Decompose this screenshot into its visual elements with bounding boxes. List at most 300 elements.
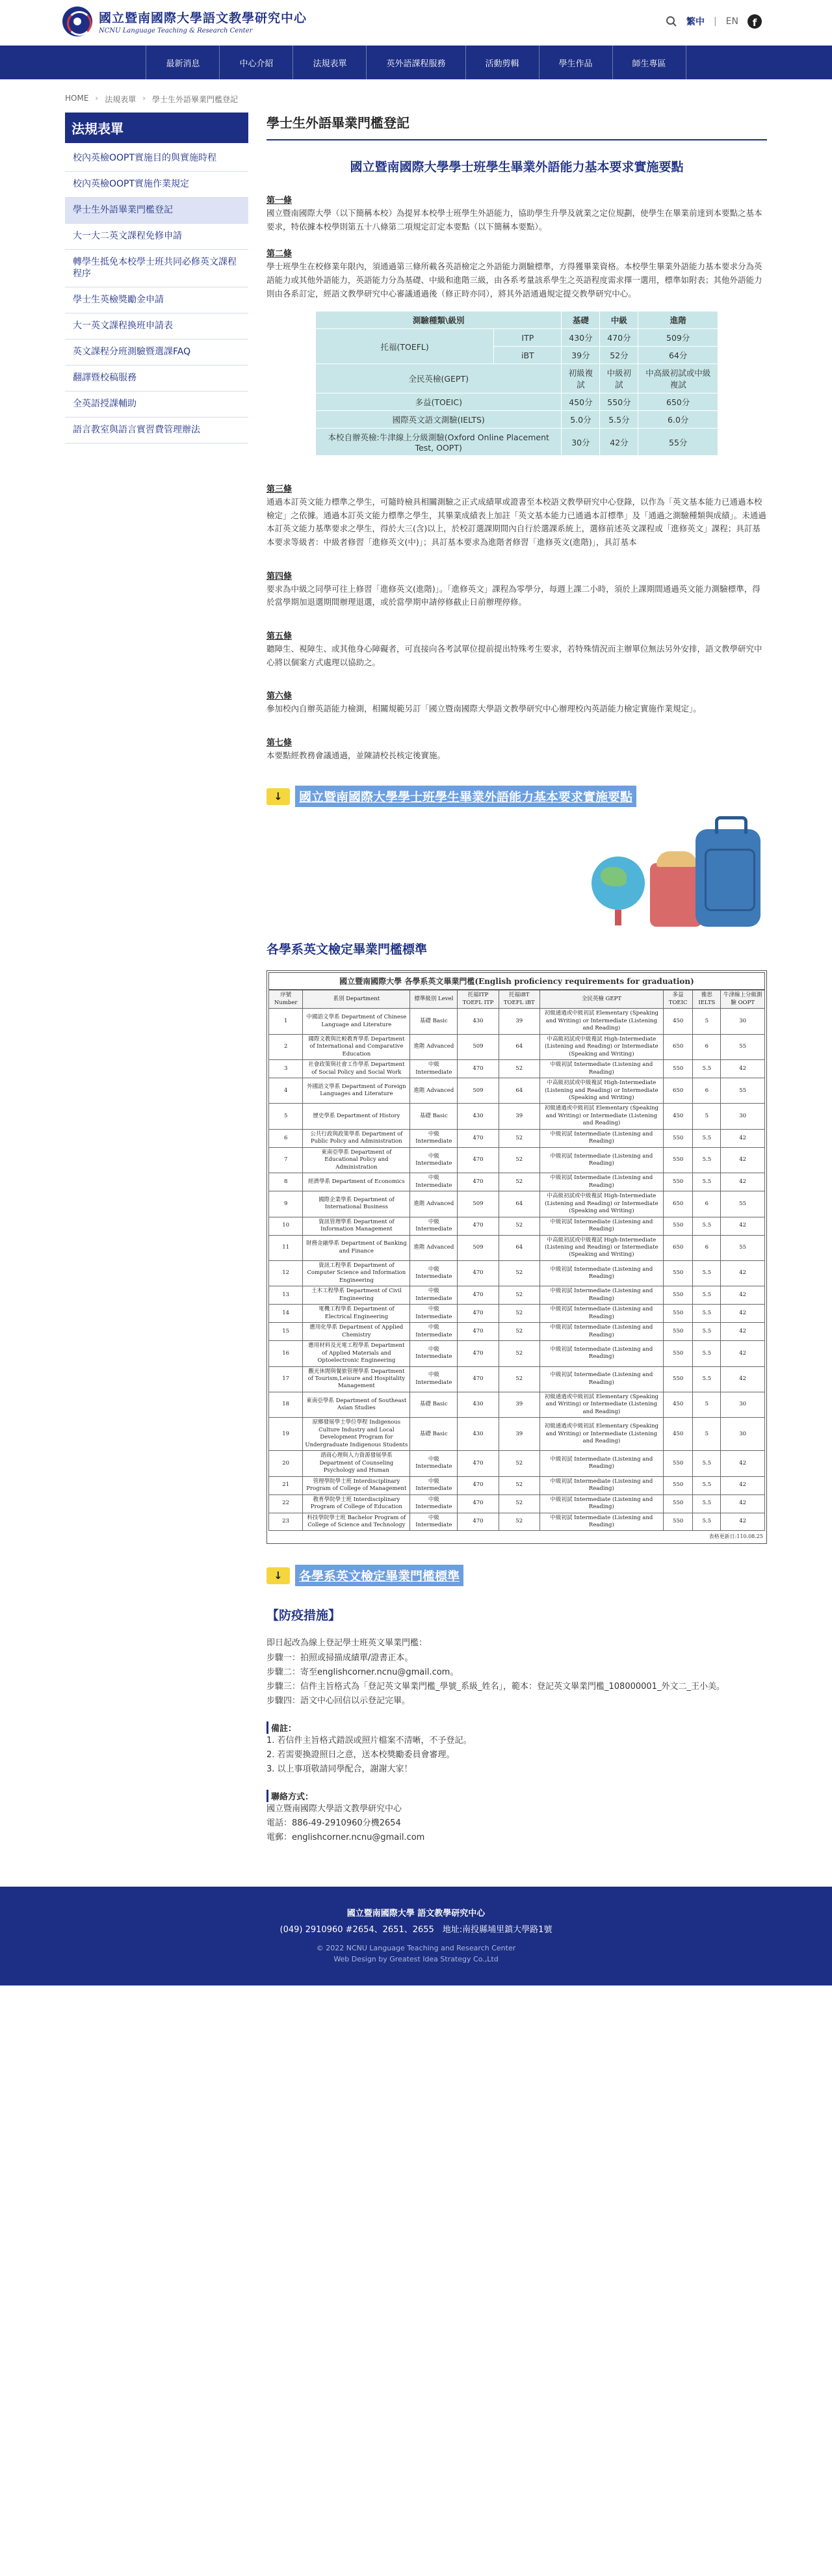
level-cell: 中級 Intermediate [410,1217,458,1235]
table-row [269,1366,765,1392]
article-heading: 第六條 [266,691,292,702]
toefl-itp-cell: 470 [458,1129,499,1147]
ielts-cell: 5.5 [693,1476,721,1494]
sidebar-item-lab-fee[interactable]: 語言教室與語言實習費管理辦法 [65,418,248,444]
gept-cell: 中級初試 Intermediate (Listening and Reading) [540,1451,663,1476]
toeic-cell: 550 [663,1217,693,1235]
contact-heading: 聯絡方式： [266,1790,767,1802]
gept-cell: 中級初試 Intermediate (Listening and Reading) [540,1260,663,1286]
ielts-cell: 5.5 [693,1494,721,1513]
table-row [316,329,718,347]
toefl-ibt-cell: 39 [499,1009,540,1034]
row-number-cell: 17 [269,1366,303,1392]
article-heading: 第三條 [266,485,292,495]
toefl-itp-cell: 470 [458,1476,499,1494]
level-cell: 進階 Advanced [410,1034,458,1059]
department-name-cell: 資訊管理學系 Department of Information Management [303,1217,410,1235]
row-number-cell: 7 [269,1147,303,1173]
note-line: 3. 以上事項敬請同學配合，謝謝大家！ [266,1764,413,1775]
toefl-ibt-cell: 52 [499,1060,540,1078]
toeic-cell: 650 [663,1191,693,1217]
table-header: 托福ITP TOEFL ITP [458,990,499,1009]
toefl-ibt-cell: 52 [499,1513,540,1531]
table-header: 雅思 IELTS [693,990,721,1009]
level-cell: 中級 Intermediate [410,1366,458,1392]
ielts-cell: 5.5 [693,1323,721,1341]
article-body: 聽障生、視障生、或其他身心障礙者，可直接向各考試單位提前提出特殊考生要求，若特殊情況而主辦單位無法另外安排，語文教學研究中心將以個案方式處理以協助之。 [266,643,762,667]
nav-about[interactable]: 中心介紹 [220,46,293,79]
row-number-cell: 12 [269,1260,303,1286]
row-number-cell: 6 [269,1129,303,1147]
toeic-cell: 450 [663,1009,693,1034]
oopt-cell: 42 [721,1217,765,1235]
level-cell: 中級 Intermediate [410,1323,458,1341]
department-table-caption: 國立暨南國際大學 各學系英文畢業門檻(English proficiency requirements for graduation) [268,972,765,990]
nav-student-works[interactable]: 學生作品 [540,46,613,79]
row-number-cell: 18 [269,1392,303,1417]
department-name-cell: 科技學院學士班 Bachelor Program of College of Science and Technology [303,1513,410,1531]
table-row [269,1418,765,1451]
department-name-cell: 土木工程學系 Department of Civil Engineering [303,1286,410,1305]
lang-en-link[interactable]: EN [725,16,738,27]
table-cell: 30分 [562,429,600,456]
table-row [269,1494,765,1513]
table-cell: 多益(TOEIC) [316,393,562,411]
article-heading: 第四條 [266,571,292,581]
toefl-ibt-cell: 52 [499,1476,540,1494]
toeic-cell: 550 [663,1147,693,1173]
table-row [269,1323,765,1341]
toefl-itp-cell: 430 [458,1418,499,1451]
table-cell: ITP [494,329,562,347]
ielts-cell: 5 [693,1009,721,1034]
table-row [269,1191,765,1217]
level-cell: 中級 Intermediate [410,1305,458,1323]
toefl-ibt-cell: 64 [499,1034,540,1059]
level-cell: 基礎 Basic [410,1418,458,1451]
site-header [0,0,832,46]
breadcrumb-regulations[interactable]: 法規表單 [105,95,136,104]
nav-faculty-students[interactable]: 師生專區 [613,46,686,79]
sidebar-item-graduation-threshold[interactable]: 學士生外語畢業門檻登記 [65,198,248,224]
sidebar-item-oopt-purpose[interactable]: 校內英檢OOPT實施目的與實施時程 [65,146,248,172]
table-cell: 5.0分 [562,411,600,429]
toeic-cell: 550 [663,1305,693,1323]
nav-activities[interactable]: 活動剪輯 [466,46,540,79]
toeic-cell: 550 [663,1513,693,1531]
level-cell: 進階 Advanced [410,1191,458,1217]
table-row [269,1078,765,1104]
toefl-itp-cell: 470 [458,1286,499,1305]
sidebar-item-course-exemption[interactable]: 大一大二英文課程免修申請 [65,224,248,250]
lang-zh-link[interactable]: 繁中 [686,17,705,27]
row-number-cell: 23 [269,1513,303,1531]
oopt-cell: 42 [721,1286,765,1305]
table-header: 托福iBT TOEFL iBT [499,990,540,1009]
oopt-cell: 42 [721,1305,765,1323]
toeic-cell: 650 [663,1034,693,1059]
row-number-cell: 22 [269,1494,303,1513]
toefl-itp-cell: 470 [458,1060,499,1078]
toeic-cell: 550 [663,1060,693,1078]
table-row [269,1260,765,1286]
article-body: 國立暨南國際大學（以下簡稱本校）為提昇本校學士班學生外語能力，協助學生升學及就業之定位規劃，使學生在畢業前達到本要點之基本要求，特依據本校學則第五十八條第二項規定訂定本要點（以下簡稱本要點）。 [266,208,762,232]
level-cell: 進階 Advanced [410,1078,458,1104]
note-line: 2. 若需要換證照日之意，送本校獎勵委員會審理。 [266,1750,455,1760]
ielts-cell: 6 [693,1235,721,1260]
oopt-cell: 42 [721,1366,765,1392]
table-row [269,1286,765,1305]
gept-cell: 初級通過或中級初試 Elementary (Speaking and Writing) or Intermediate (Listening and Reading) [540,1392,663,1417]
toefl-ibt-cell: 52 [499,1366,540,1392]
gept-cell: 中級初試 Intermediate (Listening and Reading) [540,1513,663,1531]
gept-cell: 中級初試 Intermediate (Listening and Reading) [540,1494,663,1513]
toefl-itp-cell: 470 [458,1305,499,1323]
table-row [269,1147,765,1173]
level-cell: 中級 Intermediate [410,1173,458,1191]
main-content [266,113,767,1845]
covid-line: 步驟四：語文中心回信以示登記完畢。 [266,1695,411,1706]
department-name-cell: 東南亞學系 Department of Southeast Asian Studies [303,1392,410,1417]
table-row [269,1034,765,1059]
department-name-cell: 應用化學系 Department of Applied Chemistry [303,1323,410,1341]
toefl-ibt-cell: 52 [499,1173,540,1191]
footer-copyright: © 2022 NCNU Language Teaching and Research Center [316,1944,516,1953]
table-header: 序號 Number [269,990,303,1009]
row-number-cell: 5 [269,1104,303,1129]
gept-cell: 中級初試 Intermediate (Listening and Reading) [540,1286,663,1305]
toeic-cell: 550 [663,1366,693,1392]
department-name-cell: 國際文教與比較教育學系 Department of International and Comparative Education [303,1034,410,1059]
oopt-cell: 30 [721,1418,765,1451]
table-cell: 52分 [600,347,638,364]
article-body: 本要點經教務會議通過，並陳請校長核定後實施。 [266,750,446,760]
sidebar-item-placement-faq[interactable]: 英文課程分班測驗暨選課FAQ [65,339,248,365]
article-heading: 第七條 [266,737,292,748]
row-number-cell: 9 [269,1191,303,1217]
gept-cell: 中級初試 Intermediate (Listening and Reading) [540,1147,663,1173]
footer-org: 國立暨南國際大學 語文教學研究中心 [346,1909,486,1919]
requirement-table [315,311,718,456]
toefl-itp-cell: 509 [458,1034,499,1059]
article-heading: 第五條 [266,631,292,641]
article-body: 要求為中級之同學可往上修習「進修英文(進階)」。「進修英文」課程為零學分，每週上課二小時，須於上課期間通過英文能力測驗標準，得於當學期加退選期間辦理退選，或於當學期申請停修截止日前辦理停修。 [266,583,760,607]
suitcase-icon [650,863,702,927]
gept-cell: 初級通過或中級初試 Elementary (Speaking and Writing) or Intermediate (Listening and Reading) [540,1009,663,1034]
toefl-itp-cell: 509 [458,1078,499,1104]
toefl-ibt-cell: 52 [499,1451,540,1476]
toefl-ibt-cell: 52 [499,1286,540,1305]
table-row [269,1451,765,1476]
table-row [269,1513,765,1531]
article-5 [266,629,767,669]
table-cell: 39分 [562,347,600,364]
ielts-cell: 5.5 [693,1060,721,1078]
toefl-itp-cell: 470 [458,1494,499,1513]
row-number-cell: 4 [269,1078,303,1104]
level-cell: 中級 Intermediate [410,1494,458,1513]
download-dept-standards-link[interactable] [266,1565,767,1586]
department-name-cell: 國際企業學系 Department of International Business [303,1191,410,1217]
table-cell: 全民英檢(GEPT) [316,364,562,393]
article-body: 參加校內自辦英語能力檢測，相關規範另訂「國立暨南國際大學語文教學研究中心辦理校內英語能力檢定實施作業規定」。 [266,704,701,714]
department-name-cell: 經濟學系 Department of Economics [303,1173,410,1191]
toeic-cell: 550 [663,1451,693,1476]
toefl-ibt-cell: 64 [499,1191,540,1217]
footer-address: (049) 2910960 #2654、2651、2655 地址:南投縣埔里鎮大學路1號 [280,1925,552,1935]
toeic-cell: 550 [663,1173,693,1191]
ielts-cell: 5 [693,1418,721,1451]
ielts-cell: 5.5 [693,1147,721,1173]
search-icon[interactable] [666,16,677,27]
table-cell: 6.0分 [638,411,718,429]
logo-subtitle: NCNU Language Teaching & Research Center [99,27,253,34]
oopt-cell: 42 [721,1173,765,1191]
toefl-itp-cell: 470 [458,1260,499,1286]
level-cell: 基礎 Basic [410,1009,458,1034]
department-name-cell: 公共行政與政策學系 Department of Public Policy and Administration [303,1129,410,1147]
table-cell: 初級複試 [562,364,600,393]
level-cell: 中級 Intermediate [410,1147,458,1173]
toefl-ibt-cell: 52 [499,1129,540,1147]
gept-cell: 中級初試 Intermediate (Listening and Reading) [540,1341,663,1366]
table-cell: 中級初試 [600,364,638,393]
table-cell: 5.5分 [600,411,638,429]
department-section-title: 各學系英文檢定畢業門檻標準 [266,942,428,957]
row-number-cell: 3 [269,1060,303,1078]
department-name-cell: 觀光休閒與餐旅管理學系 Department of Tourism,Leisure and Hospitality Management [303,1366,410,1392]
download-regulation-label: 國立暨南國際大學學士班學生畢業外語能力基本要求實施要點 [295,786,636,807]
university-logo-icon [62,7,92,36]
row-number-cell: 2 [269,1034,303,1059]
notes-heading: 備註： [266,1721,767,1734]
ielts-cell: 5.5 [693,1129,721,1147]
department-name-cell: 中國語文學系 Department of Chinese Language and Literature [303,1009,410,1034]
level-cell: 中級 Intermediate [410,1260,458,1286]
page-title: 學士生外語畢業門檻登記 [266,113,767,140]
sidebar-item-oopt-rules[interactable]: 校內英檢OOPT實施作業規定 [65,172,248,198]
ielts-cell: 6 [693,1191,721,1217]
contact-email[interactable]: 電郵：englishcorner.ncnu@gmail.com [266,1833,425,1843]
department-name-cell: 管理學院學士班 Interdisciplinary Program of College of Management [303,1476,410,1494]
article-body: 通過本訂英文能力標準之學生，可隨時檢具相關測驗之正式成績單或證書至本校語文教學研究中心登錄，以作為「英文基本能力已通過本校檢定」之依據。通過本訂英文能力標準之學生，其畢業成績表上加註「英文基本能力已通過本訂標準」及「通過之測驗種類與成績」。未通過本訂英文能力基準要求之學生，得於大三(含)以上，於校訂選課期間內自行於選課系統上，選修前述英文課程或「進修英文」課程；具訂基本要求等級者：中級者修習「進修英文(中)」；具訂基本要求為進階者修習「進修英文(進階)」，具訂基本 [266,497,766,547]
ielts-cell: 5.5 [693,1260,721,1286]
toeic-cell: 450 [663,1104,693,1129]
row-number-cell: 13 [269,1286,303,1305]
department-name-cell: 應用材料及光電工程學系 Department of Applied Materials and Optoelectronic Engineering [303,1341,410,1366]
site-logo[interactable] [62,7,307,36]
row-number-cell: 19 [269,1418,303,1451]
level-cell: 基礎 Basic [410,1104,458,1129]
table-header: 基礎 [562,312,600,329]
level-cell: 基礎 Basic [410,1392,458,1417]
ielts-cell: 5.5 [693,1366,721,1392]
table-header: 標準級別 Level [410,990,458,1009]
department-name-cell: 東南亞學系 Department of Educational Policy and Administration [303,1147,410,1173]
table-cell: 64分 [638,347,718,364]
table-cell: 42分 [600,429,638,456]
gept-cell: 初級通過或中級初試 Elementary (Speaking and Writing) or Intermediate (Listening and Reading) [540,1104,663,1129]
toeic-cell: 450 [663,1418,693,1451]
table-header-row [269,990,765,1009]
table-cell: 國際英文語文測驗(IELTS) [316,411,562,429]
toefl-ibt-cell: 52 [499,1323,540,1341]
row-number-cell: 1 [269,1009,303,1034]
covid-line: 步驟三：信件主旨格式為「登記英文畢業門檻_學號_系級_姓名」，範本：登記英文畢業門檻_108000001_外文二_王小美。 [266,1681,725,1692]
toeic-cell: 550 [663,1260,693,1286]
department-name-cell: 社會政策與社會工作學系 Department of Social Policy and Social Work [303,1060,410,1078]
oopt-cell: 42 [721,1323,765,1341]
toefl-itp-cell: 470 [458,1341,499,1366]
department-name-cell: 歷史學系 Department of History [303,1104,410,1129]
table-row [316,429,718,456]
toeic-cell: 550 [663,1286,693,1305]
ielts-cell: 5.5 [693,1305,721,1323]
gept-cell: 中高級初試或中級複試 High-Intermediate (Listening and Reading) or Intermediate (Speaking and Writing) [540,1078,663,1104]
level-cell: 中級 Intermediate [410,1513,458,1531]
sidebar-item-translation[interactable]: 翻譯暨校稿服務 [65,365,248,392]
ielts-cell: 5.5 [693,1173,721,1191]
table-cell: 托福(TOEFL) [316,329,494,364]
table-header: 系別 Department [303,990,410,1009]
sidebar-title: 法規表單 [65,113,248,143]
contact-line: 電話：886-49-2910960分機2654 [266,1818,401,1829]
table-row [316,364,718,393]
toefl-ibt-cell: 52 [499,1494,540,1513]
table-row [269,1173,765,1191]
toefl-itp-cell: 509 [458,1235,499,1260]
oopt-cell: 55 [721,1191,765,1217]
toefl-ibt-cell: 52 [499,1260,540,1286]
department-name-cell: 財務金融學系 Department of Banking and Finance [303,1235,410,1260]
table-row [269,1392,765,1417]
table-row [316,393,718,411]
breadcrumb-separator: › [142,94,146,103]
oopt-cell: 42 [721,1341,765,1366]
table-row [269,1129,765,1147]
oopt-cell: 42 [721,1476,765,1494]
oopt-cell: 42 [721,1451,765,1476]
toefl-itp-cell: 470 [458,1323,499,1341]
gept-cell: 中級初試 Intermediate (Listening and Reading) [540,1060,663,1078]
ielts-cell: 6 [693,1034,721,1059]
toefl-ibt-cell: 52 [499,1305,540,1323]
table-cell: 本校自辦英檢:牛津線上分級測驗(Oxford Online Placement Test, OOPT) [316,429,562,456]
table-cell: 470分 [600,329,638,347]
covid-title: 【防疫措施】 [266,1608,341,1623]
nav-courses[interactable]: 英外語課程服務 [367,46,465,79]
row-number-cell: 8 [269,1173,303,1191]
globe-icon [592,856,645,910]
oopt-cell: 30 [721,1392,765,1417]
department-name-cell: 資訊工程學系 Department of Computer Science and Information Engineering [303,1260,410,1286]
toeic-cell: 550 [663,1494,693,1513]
lang-separator: | [713,16,717,27]
toefl-itp-cell: 509 [458,1191,499,1217]
table-header: 進階 [638,312,718,329]
download-icon: ↓ [266,1567,290,1584]
level-cell: 進階 Advanced [410,1235,458,1260]
toeic-cell: 550 [663,1323,693,1341]
level-cell: 中級 Intermediate [410,1451,458,1476]
ielts-cell: 5.5 [693,1217,721,1235]
table-header: 多益 TOEIC [663,990,693,1009]
toefl-ibt-cell: 39 [499,1104,540,1129]
toefl-ibt-cell: 64 [499,1078,540,1104]
site-footer [0,1887,832,1985]
covid-line: 即日起改為線上登記學士班英文畢業門檻： [266,1638,428,1649]
note-line: 1. 若信件主旨格式錯誤或照片檔案不清晰，不予登記。 [266,1735,472,1746]
covid-measures [266,1606,767,1845]
table-header: 測驗種類\級別 [316,312,562,329]
ielts-cell: 6 [693,1078,721,1104]
toefl-itp-cell: 470 [458,1147,499,1173]
department-name-cell: 原鄉發展學士學位學程 Indigenous Culture Industry and Local Development Program for Undergraduate Indigenous Students [303,1418,410,1451]
gept-cell: 中高級初試或中級複試 High-Intermediate (Listening and Reading) or Intermediate (Speaking and Writing) [540,1191,663,1217]
oopt-cell: 55 [721,1235,765,1260]
sidebar-item-emi[interactable]: 全英語授課輔助 [65,392,248,418]
ielts-cell: 5.5 [693,1451,721,1476]
oopt-cell: 42 [721,1147,765,1173]
table-row [269,1217,765,1235]
breadcrumb-home[interactable]: HOME [65,94,89,103]
toefl-ibt-cell: 52 [499,1217,540,1235]
department-name-cell: 諮商心理與人力資源發展學系 Department of Counseling Psychology and Human [303,1451,410,1476]
oopt-cell: 42 [721,1260,765,1286]
table-row [269,1060,765,1078]
download-regulation-link[interactable] [266,786,767,807]
table-cell: iBT [494,347,562,364]
gept-cell: 中高級初試或中級複試 High-Intermediate (Listening and Reading) or Intermediate (Speaking and Writing) [540,1034,663,1059]
travel-illustration [266,823,767,927]
table-row [269,1476,765,1494]
table-row [269,1104,765,1129]
toefl-itp-cell: 430 [458,1104,499,1129]
level-cell: 中級 Intermediate [410,1341,458,1366]
gept-cell: 中級初試 Intermediate (Listening and Reading) [540,1217,663,1235]
footer-design-credit[interactable]: Web Design by Greatest Idea Strategy Co.,Ltd [333,1955,499,1964]
gept-cell: 中級初試 Intermediate (Listening and Reading) [540,1173,663,1191]
sidebar-item-scholarship[interactable]: 學士生英檢獎勵金申請 [65,287,248,313]
department-table-container [266,970,767,1544]
sidebar-item-transfer-credit[interactable]: 轉學生抵免本校學士班共同必修英文課程程序 [65,250,248,288]
article-4 [266,569,767,609]
facebook-icon[interactable]: f [748,14,762,29]
article-1 [266,193,767,233]
document-title: 國立暨南國際大學學士班學生畢業外語能力基本要求實施要點 [350,160,684,174]
toeic-cell: 650 [663,1235,693,1260]
toefl-itp-cell: 470 [458,1513,499,1531]
download-icon: ↓ [266,788,290,805]
logo-title: 國立暨南國際大學語文教學研究中心 [99,11,307,25]
toefl-itp-cell: 470 [458,1451,499,1476]
article-heading: 第一條 [266,196,292,206]
toeic-cell: 550 [663,1476,693,1494]
article-heading: 第二條 [266,249,292,259]
table-row [269,1341,765,1366]
gept-cell: 中級初試 Intermediate (Listening and Reading) [540,1129,663,1147]
table-cell: 550分 [600,393,638,411]
table-row [269,1305,765,1323]
row-number-cell: 20 [269,1451,303,1476]
gept-cell: 初級通過或中級初試 Elementary (Speaking and Writing) or Intermediate (Listening and Reading) [540,1418,663,1451]
nav-regulations[interactable]: 法規表單 [293,46,367,79]
level-cell: 中級 Intermediate [410,1060,458,1078]
sidebar-item-class-change[interactable]: 大一英文課程換班申請表 [65,313,248,339]
table-cell: 55分 [638,429,718,456]
toeic-cell: 650 [663,1078,693,1104]
nav-news[interactable]: 最新消息 [146,46,220,79]
